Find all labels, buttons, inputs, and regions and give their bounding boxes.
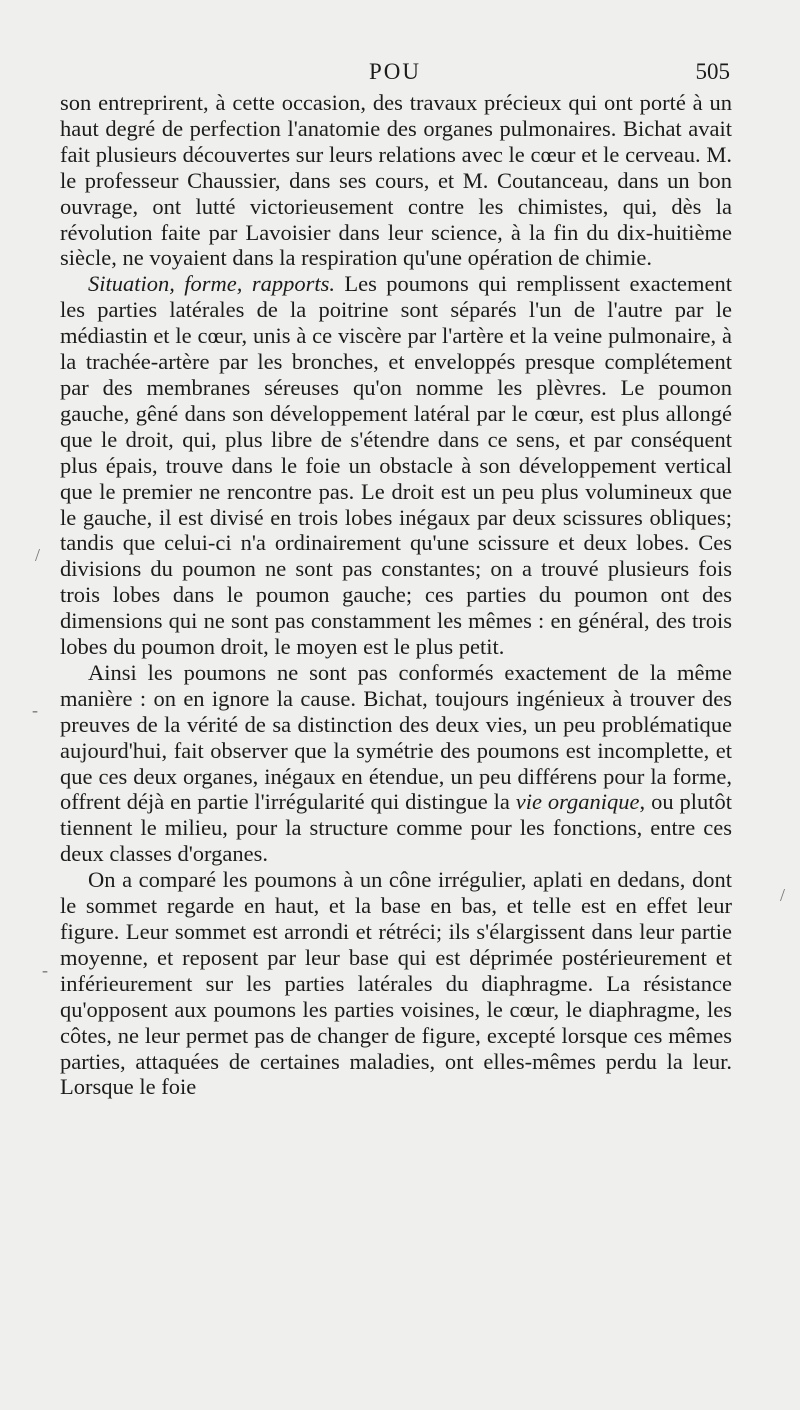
margin-mark-right: / [780, 885, 786, 905]
margin-mark-left-3: - [42, 960, 48, 980]
paragraph-conformation [60, 660, 732, 867]
body-text [60, 90, 732, 1100]
emphasized-term-vie-organique: vie organique [515, 789, 640, 815]
margin-mark-left-2: - [32, 700, 38, 720]
margin-mark-left-1: / [35, 545, 41, 565]
page-number: 505 [695, 59, 730, 84]
paragraph-history: son entreprirent, à cette occasion, des travaux précieux qui ont porté à un haut degré de perfection l'anatomie des organes pulmonaires. Bichat avait fait plusieurs découvertes sur leurs relations avec le cœur et le cerveau. M. le professeur Chaussier, dans ses cours, et M. Coutanceau, dans un bon ouvrage, ont lutté victorieusement contre les chimistes, qui, dès la révolution faite par Lavoisier dans leur science, à la fin du dix-huitième siècle, ne voyaient dans la respiration qu'une opération de chimie. [60, 90, 732, 271]
page-header [60, 58, 730, 86]
paragraph-conformation-text-after: , ou plutôt tiennent le milieu, pour la structure comme pour les fonctions, entre ces deux classes d'organes. [60, 789, 732, 867]
paragraph-situation [60, 271, 732, 660]
paragraph-conformation-text-before: Ainsi les poumons ne sont pas conformés exactement de la même manière : on en ignore la cause. Bichat, toujours ingénieux à trouver des preuves de la vérité de sa distinction des deux vies, un peu problématique aujourd'hui, fait observer que la symétrie des poumons est incomplette, et que ces deux organes, inégaux en étendue, un peu différens pour la forme, offrent déjà en partie l'irrégularité qui distingue la [60, 659, 732, 815]
running-head: POU [368, 59, 421, 84]
section-heading-situation: Situation, forme, rapports. [88, 271, 335, 297]
paragraph-situation-text: Les poumons qui remplissent exactement les parties latérales de la poitrine sont séparés l'un de l'autre par le médiastin et le cœur, unis à ce viscère par l'artère et la veine pulmonaire, à la trachée-artère par les bronches, et enveloppés presque complétement par des membranes séreuses qu'on nomme les plèvres. Le poumon gauche, gêné dans son développement latéral par le cœur, est plus allongé que le droit, qui, plus libre de s'étendre dans ce sens, et par conséquent plus épais, trouve dans le foie un obstacle à son développement vertical que le premier ne rencontre pas. Le droit est un peu plus volumineux que le gauche, il est divisé en trois lobes inégaux par deux scissures obliques; tandis que celui-ci n'a ordinairement qu'une scissure et deux lobes. Ces divisions du poumon ne sont pas constantes; on a trouvé plusieurs fois trois lobes dans le poumon gauche; ces parties du poumon ont des dimensions qui ne sont pas constamment les mêmes : en général, des trois lobes du poumon droit, le moyen est le plus petit. [60, 271, 732, 660]
paragraph-shape: On a comparé les poumons à un cône irrégulier, aplati en dedans, dont le sommet regarde en haut, et la base en bas, et telle est en effet leur figure. Leur sommet est arrondi et rétréci; ils s'élargissent dans leur partie moyenne, et reposent par leur base qui est déprimée postérieurement et inférieurement sur les parties latérales du diaphragme. La résistance qu'opposent aux poumons les parties voisines, le cœur, le diaphragme, les côtes, ne leur permet pas de changer de figure, excepté lorsque ces mêmes parties, attaquées de certaines maladies, ont elles-mêmes perdu la leur. Lorsque le foie [60, 867, 732, 1100]
